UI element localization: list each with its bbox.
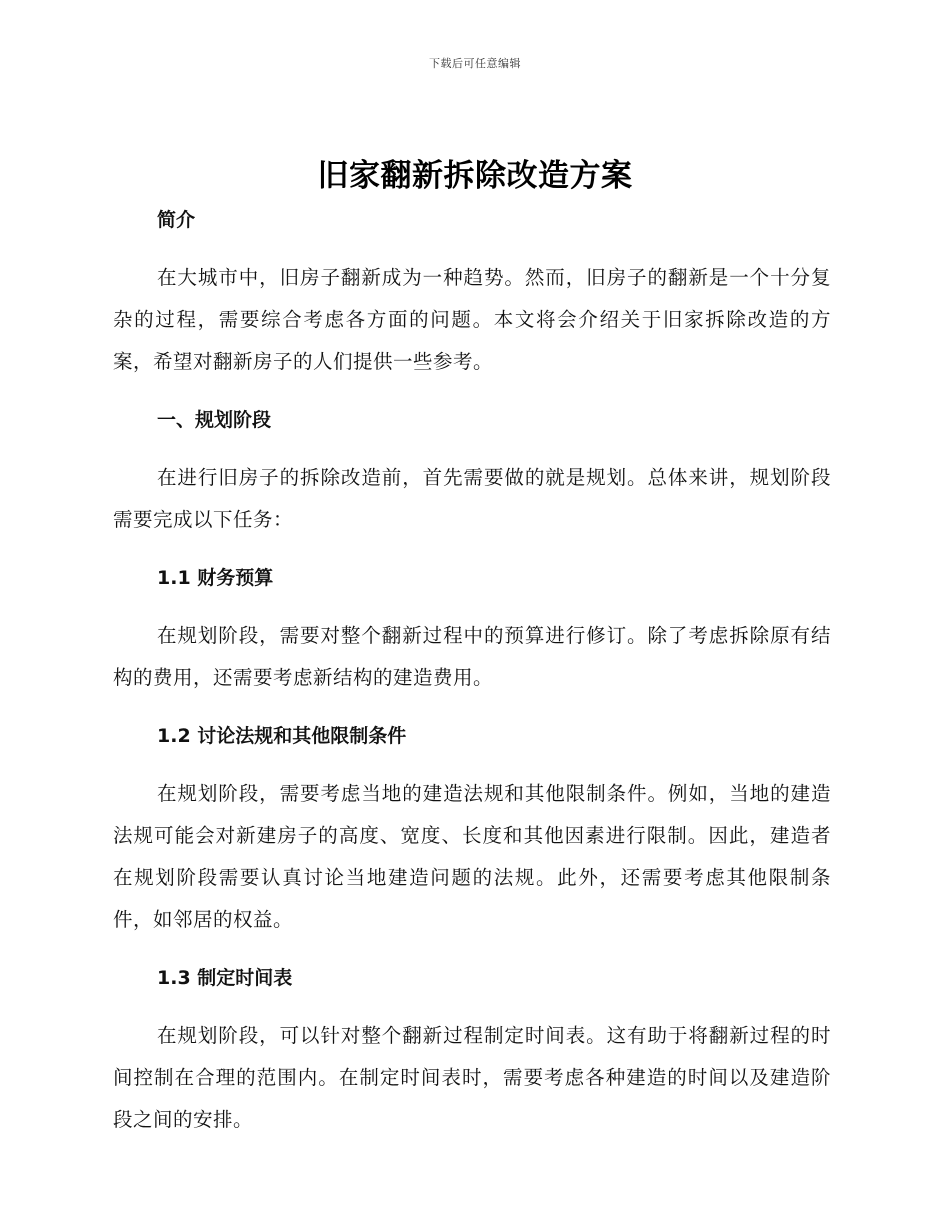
document-body	[113, 205, 831, 1141]
paragraph-budget: 在规划阶段，需要对整个翻新过程中的预算进行修订。除了考虑拆除原有结构的费用，还需要考虑新结构的建造费用。	[113, 624, 831, 689]
heading-planning-stage: 一、规划阶段	[157, 409, 272, 431]
heading-regulations: 1.2 讨论法规和其他限制条件	[157, 725, 407, 747]
paragraph-intro: 在大城市中，旧房子翻新成为一种趋势。然而，旧房子的翻新是一个十分复杂的过程，需要综合考虑各方面的问题。本文将会介绍关于旧家拆除改造的方案，希望对翻新房子的人们提供一些参考。	[113, 266, 831, 373]
paragraph-schedule: 在规划阶段，可以针对整个翻新过程制定时间表。这有助于将翻新过程的时间控制在合理的范围内。在制定时间表时，需要考虑各种建造的时间以及建造阶段之间的安排。	[113, 1024, 831, 1131]
document-title: 旧家翻新拆除改造方案	[317, 158, 633, 194]
paragraph-regulations: 在规划阶段，需要考虑当地的建造法规和其他限制条件。例如，当地的建造法规可能会对新建房子的高度、宽度、长度和其他因素进行限制。因此，建造者在规划阶段需要认真讨论当地建造问题的法规。此外，还需要考虑其他限制条件，如邻居的权益。	[113, 782, 831, 931]
heading-budget: 1.1 财务预算	[157, 567, 274, 589]
header-note: 下载后可任意编辑	[429, 57, 521, 70]
paragraph-planning-stage: 在进行旧房子的拆除改造前，首先需要做的就是规划。总体来讲，规划阶段需要完成以下任务：	[113, 466, 831, 531]
heading-schedule: 1.3 制定时间表	[157, 967, 293, 989]
heading-intro: 简介	[157, 209, 196, 231]
